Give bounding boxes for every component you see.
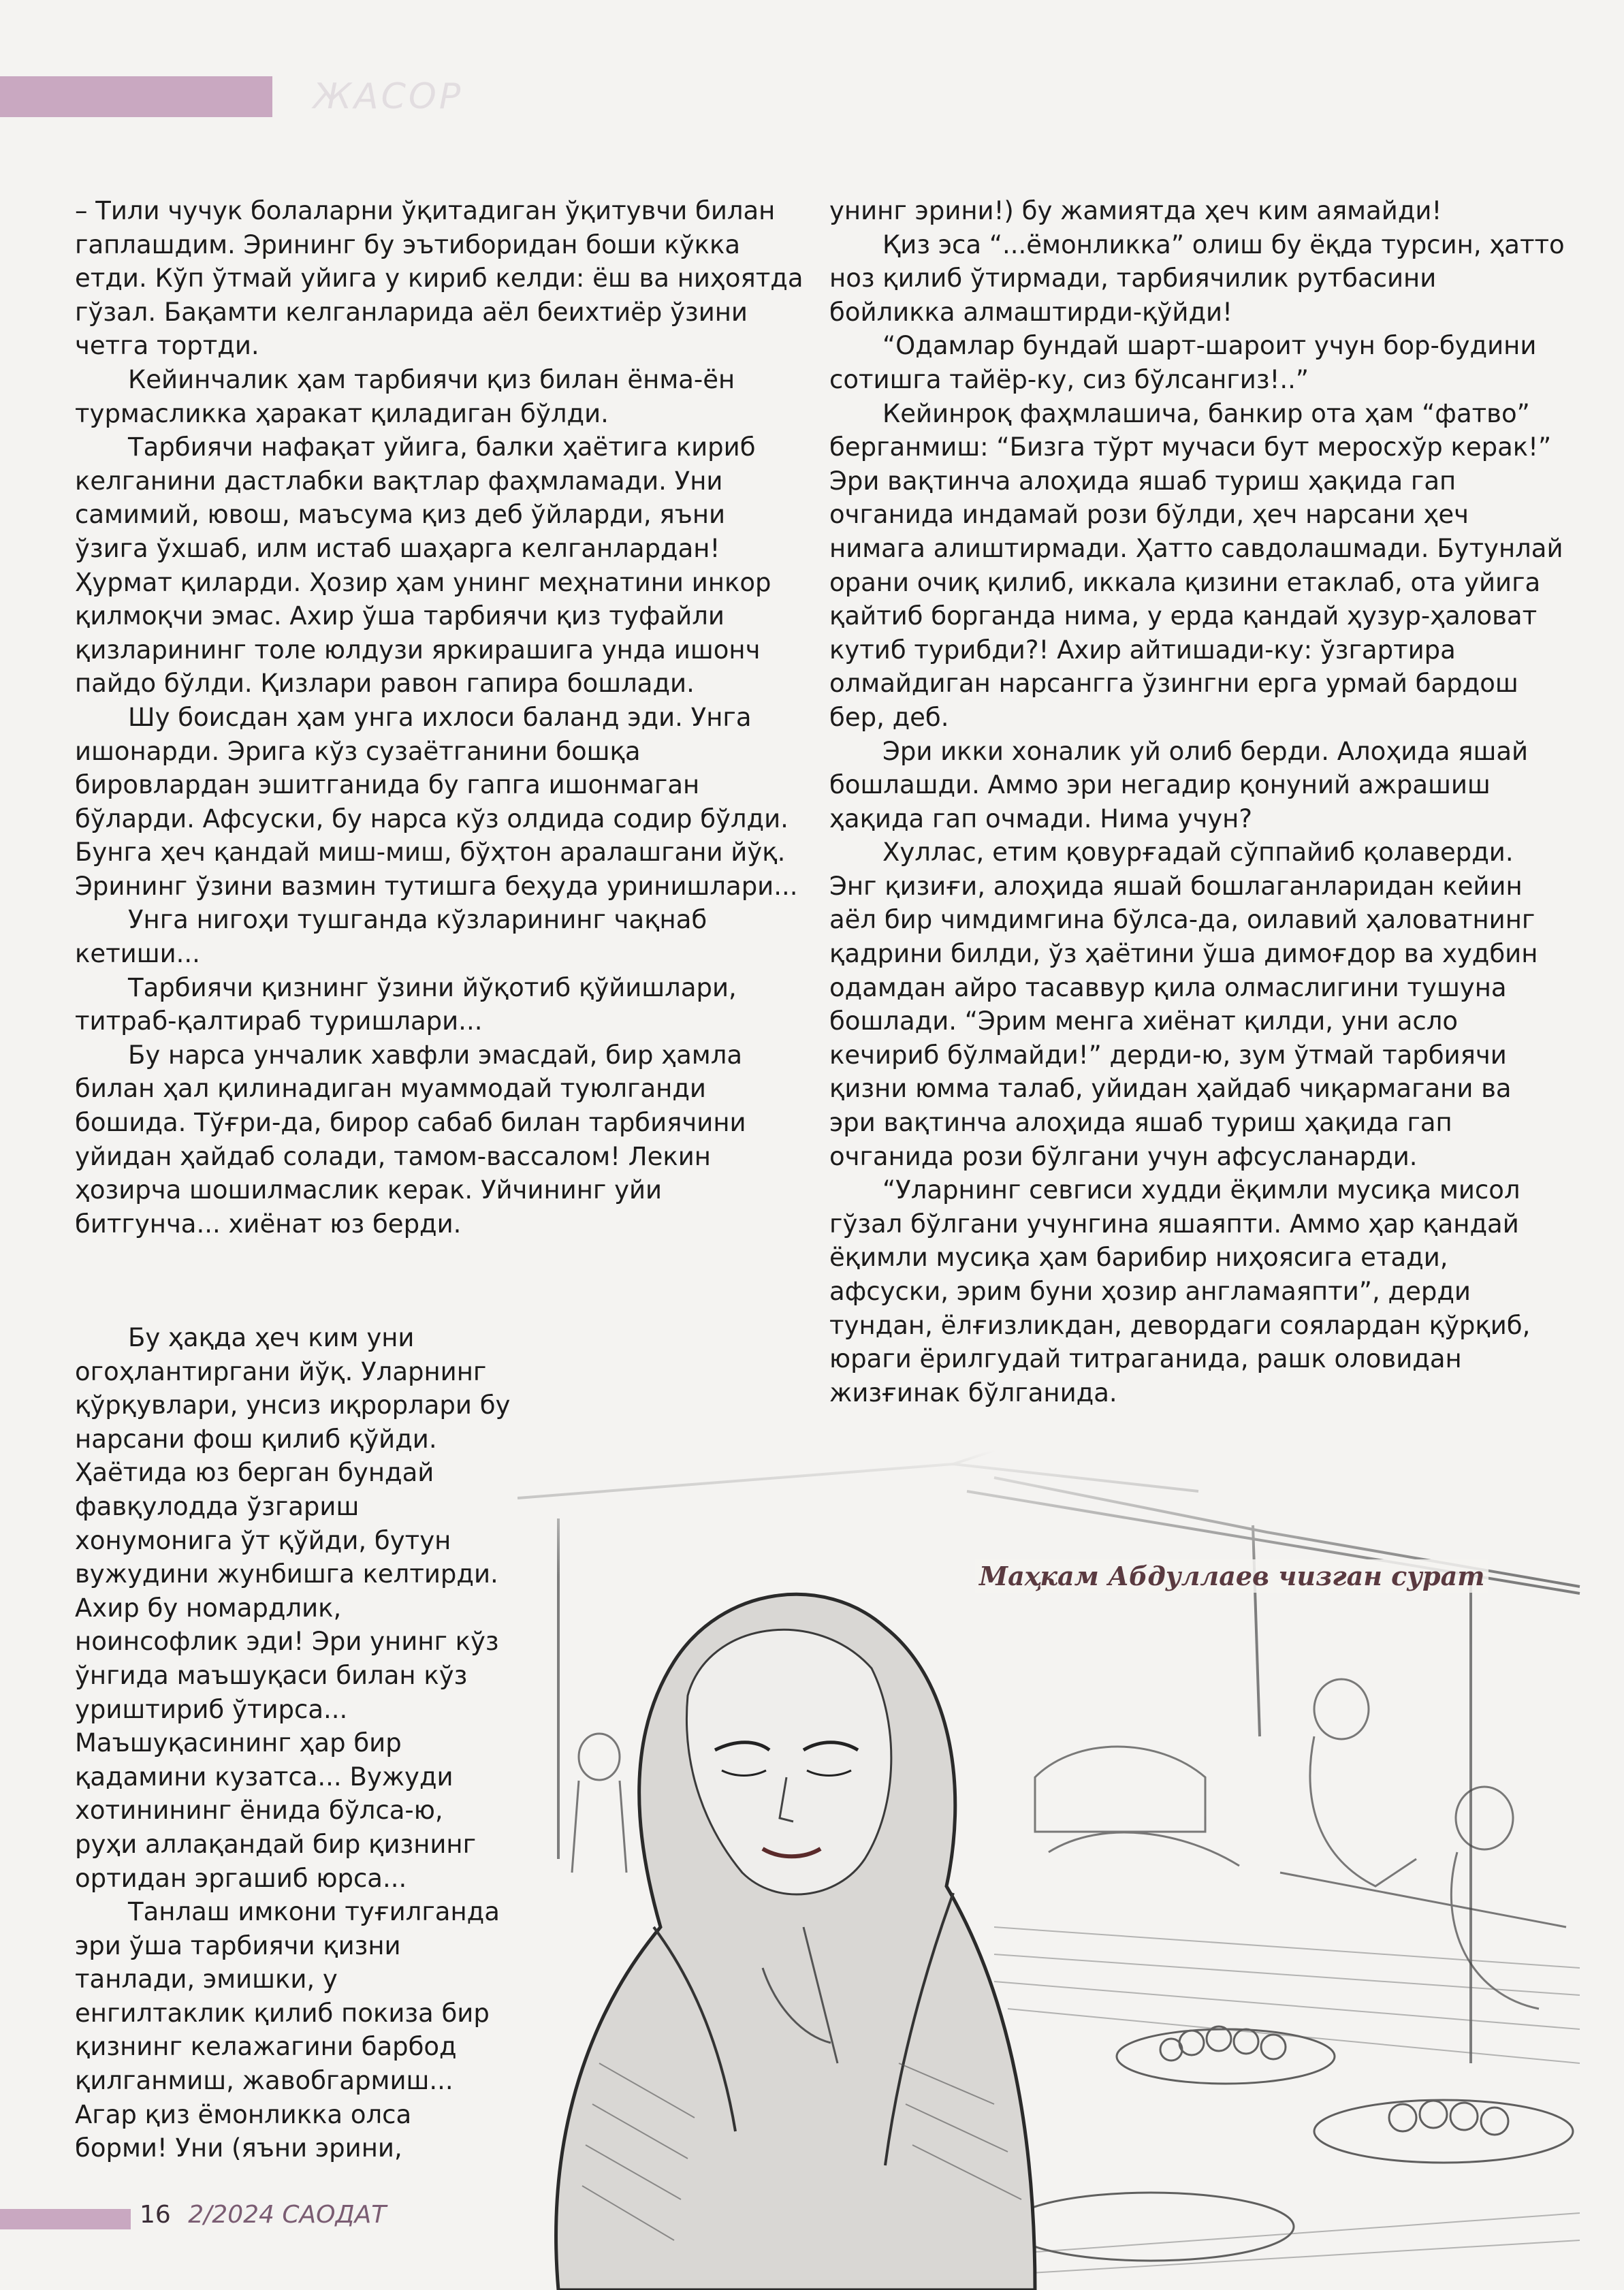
- paragraph: Қиз эса “...ёмонликка” олиш бу ёқда турсин, ҳатто ноз қилиб ўтирмади, тарбиячилик рутбасини бойликка алмаштирди-қўйди!: [829, 229, 1565, 327]
- paragraph: Бу ҳақда ҳеч ким уни огоҳлантиргани йўқ. Уларнинг қўрқувлари, унсиз иқрорлари бу нарсани фош қилиб қўйди. Ҳаётида юз берган бундай фавқулодда ўзгариш хонумонига ўт қўйди, бутун вужудини жунбишга келтирди. Ахир бу номардлик, ноинсофлик эди! Эри унинг кўз ўнгида маъшуқаси билан кўз уриштириб ўтирса... Маъшуқасининг ҳар бир қадамини кузатса... Вужуди хотинининг ёнида бўлса-ю, руҳи аллақандай бир қизнинг ортидан эргашиб юрса...: [75, 1323, 511, 1893]
- header-accent-bar: [0, 76, 272, 117]
- paragraph: Шу боисдан ҳам унга ихлоси баланд эди. Унга ишонарди. Эрига кўз сузаётганини бошқа бировлардан эшитганида бу гапга ишонмаган бўларди. Афсуски, бу нарса кўз олдида содир бўлди. Бунга ҳеч қандай миш-миш, бўҳтон аралашгани йўқ. Эрининг ўзини вазмин тутишга беҳуда уринишлари...: [75, 702, 798, 901]
- paragraph: унинг эрини!) бу жамиятда ҳеч ким аямайди!: [829, 196, 1442, 225]
- paragraph: Бу нарса унчалик хавфли эмасдай, бир ҳамла билан ҳал қилинадиган муаммодай туюлганди бошида. Тўғри-да, бирор сабаб билан тарбиячини уйидан ҳайдаб солади, тамом-вассалом! Лекин ҳозирча шошилмаслик керак. Уйчининг уйи битгунча... хиёнат юз берди.: [75, 1040, 746, 1239]
- paragraph: Тарбиячи қизнинг ўзини йўқотиб қўйишлари, титраб-қалтираб туришлари...: [75, 972, 737, 1036]
- article-column-left-top: [75, 194, 803, 1241]
- illustration-caption: Маҳкам Абдуллаев чизган сурат: [975, 1559, 1488, 1593]
- paragraph: Эри икки хоналик уй олиб берди. Алоҳида яшай бошлашди. Аммо эри негадир қонуний ажрашиш ҳақида гап очмади. Нима учун?: [829, 736, 1529, 833]
- paragraph: Кейинроқ фаҳмлашича, банкир ота ҳам “фатво” берганмиш: “Бизга тўрт мучаси бут меросхўр керак!” Эри вақтинча алоҳида яшаб туриш ҳақида гап очганида индамай рози бўлди, ҳеч нарсани ҳеч нимага алиштирмади. Ҳатто савдолашмади. Бутунлай орани очиқ қилиб, иккала қизини етаклаб, ота уйига қайтиб борганда нима, у ерда қандай ҳузур-ҳаловат кутиб турибди?! Ахир айтишади-ку: ўзгартира олмайдиган нарсангга ўзингни ерга урмай бардош бер, деб.: [829, 398, 1563, 732]
- paragraph: “Уларнинг севгиси худди ёқимли мусиқа мисол гўзал бўлгани учунгина яшаяпти. Аммо ҳар қандай ёқимли мусиқа ҳам барибир ниҳоясига етади, афсуски, эрим буни ҳозир англамаяпти”, дерди тундан, ёлғизликдан, девордаги соялардан қўрқиб, юраги ёрилгудай титраганида, рашк оловидан жизғинак бўлганида.: [829, 1175, 1531, 1408]
- page-number: 16: [140, 2201, 171, 2229]
- paragraph: Танлаш имкони туғилганда эри ўша тарбиячи қизни танлади, эмишки, у енгилтаклик қилиб покиза бир қизнинг келажагини барбод қилганмиш, жавобгармиш... Агар қиз ёмонликка олса борми! Уни (яъни эрини,: [75, 1897, 500, 2163]
- paragraph: Унга нигоҳи тушганда кўзларининг чақнаб кетиши...: [75, 905, 707, 969]
- paragraph: “Одамлар бундай шарт-шароит учун бор-будини сотишга тайёр-ку, сиз бўлсангиз!..”: [829, 331, 1537, 394]
- section-ghost-title: ЖАСОР: [313, 76, 464, 117]
- paragraph: Тарбиячи нафақат уйига, балки ҳаётига кириб келганини дастлабки вақтлар фаҳмламади. Уни самимий, ювош, маъсума қиз деб ўйларди, яъни ўзига ўхшаб, илм истаб шаҳарга келганлардан! Ҳурмат қиларди. Ҳозир ҳам унинг меҳнатини инкор қилмоқчи эмас. Ахир ўша тарбиячи қиз туфайли қизларининг толе юлдузи яркирашига унда ишонч пайдо бўлди. Қизлари равон гапира бошлади.: [75, 432, 771, 699]
- paragraph: Кейинчалик ҳам тарбиячи қиз билан ёнма-ён турмасликка ҳаракат қиладиган бўлди.: [75, 364, 735, 428]
- magazine-issue: 2/2024 САОДАТ: [188, 2201, 387, 2229]
- paragraph: Хуллас, етим қовурғадай сўппайиб қолаверди. Энг қизиғи, алоҳида яшай бошлаганларидан кейин аёл бир чимдимгина бўлса-да, оилавий ҳаловатнинг қадрини билди, ўз ҳаётини ўша димоғдор ва худбин одамдан айро тасаввур қила олмаслигини тушуна бошлади. “Эрим менга хиёнат қилди, уни асло кечириб бўлмайди!” дерди-ю, зум ўтмай тарбиячи қизни юмма талаб, уйидан ҳайдаб чиқармагани ва эри вақтинча алоҳида яшаб туриш ҳақида гап очганида рози бўлгани учун афсусланарди.: [829, 838, 1538, 1171]
- paragraph: – Тили чучук болаларни ўқитадиган ўқитувчи билан гаплашдим. Эрининг бу эътиборидан боши кўкка етди. Кўп ўтмай уйига у кириб келди: ёш ва ниҳоятда гўзал. Бақамти келганларида аёл беихтиёр ўзини четга тортди.: [75, 196, 803, 361]
- article-column-right: [829, 194, 1565, 1410]
- footer-accent-bar: [0, 2209, 131, 2229]
- footer: [140, 2201, 386, 2229]
- article-column-left-narrow: [75, 1321, 511, 2165]
